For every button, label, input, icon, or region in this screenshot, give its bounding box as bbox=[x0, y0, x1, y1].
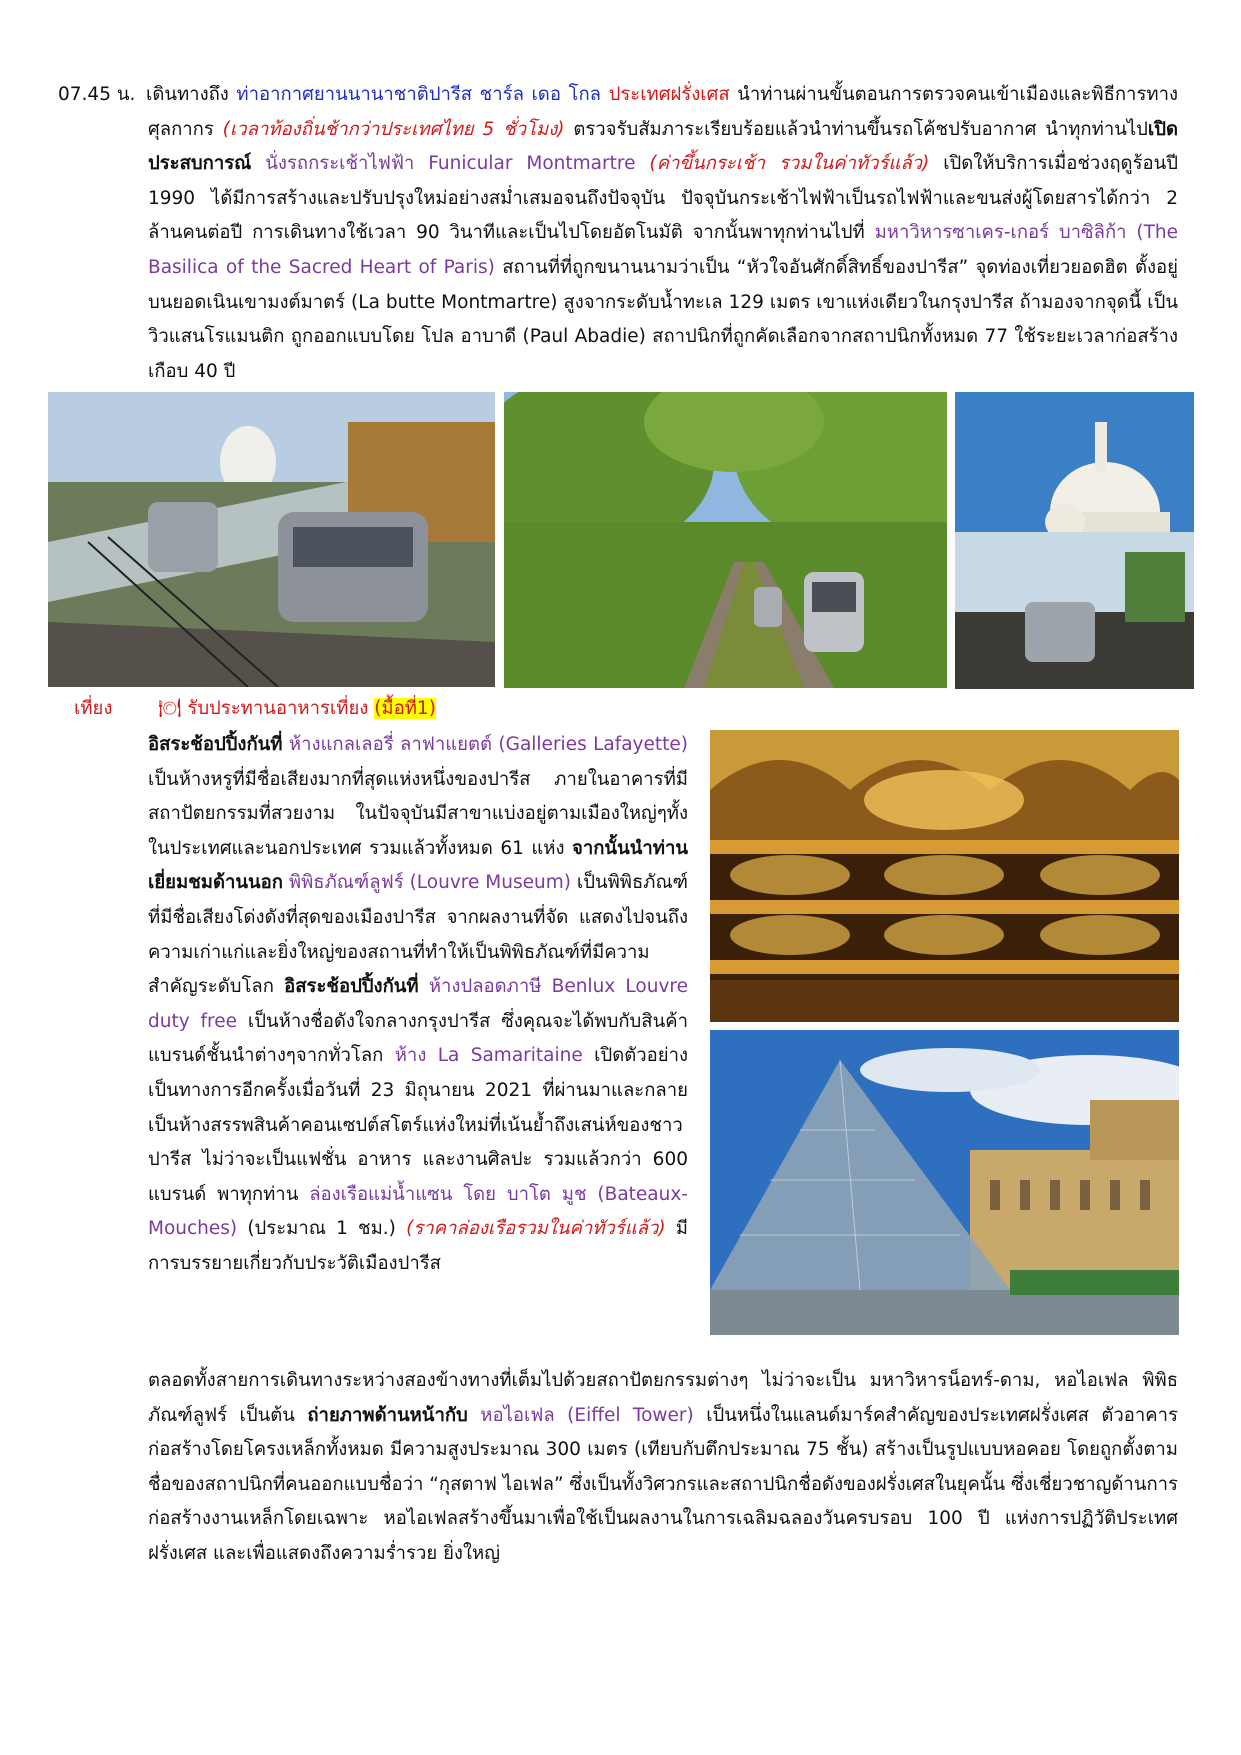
benlux-name: ห้างปลอดภาษี Benlux Louvre duty free bbox=[148, 976, 688, 1032]
text: เป็นห้างชื่อดังใจกลางกรุงปารีส ซึ่งคุณจะได้พบกับสินค้าแบรนด์ชั้นนำต่างๆจากทั่วโลก bbox=[148, 1010, 688, 1067]
plate-icon: 🍽 bbox=[158, 698, 182, 719]
experience-label: เปิดประสบการณ์ bbox=[148, 118, 1179, 175]
text: มีการบรรยายเกี่ยวกับประวัติเมืองปารีส bbox=[148, 1218, 688, 1274]
paragraph-arrival bbox=[148, 78, 1178, 389]
timezone-note: (เวลาท้องถิ่นช้ากว่าประเทศไทย 5 ชั่วโมง) bbox=[222, 118, 565, 140]
text: เปิดตัวอย่างเป็นทางการอีกครั้งเมื่อวันที่ 23 มิถุนายน 2021 ที่ผ่านมาและกลายเป็นห้างสรรพสินค้าคอนเซปต์สโตร์แห่งใหม่ที่เน้นย้ำถึงเสน่ห์ของชาวปารีส ไม่ว่าจะเป็นแฟชั่น อาหาร และงานศิลปะ รวมแล้วกว่า 600 แบรนด์ พาทุกท่าน bbox=[148, 1045, 688, 1205]
paragraph-eiffel bbox=[148, 1364, 1178, 1572]
lunch-time-label: เที่ยง bbox=[74, 698, 113, 719]
funicular-note: (ค่าขึ้นกระเช้า รวมในค่าทัวร์แล้ว) bbox=[649, 153, 930, 175]
eiffel-name: หอไอเฟล (Eiffel Tower) bbox=[467, 1404, 694, 1426]
text: เดินทางถึง bbox=[146, 84, 237, 105]
shop-label: อิสระช้อปปิ้งกันที่ bbox=[284, 976, 419, 998]
text: นำท่านผ่านขั้นตอนการตรวจคนเข้าเมืองและพิธีการทางศุลกากร bbox=[148, 84, 1178, 140]
text: ตรวจรับสัมภาระเรียบร้อยแล้วนำท่านขึ้นรถโค้ชปรับอากาศ นำทุกท่านไป bbox=[564, 118, 1148, 140]
text: เป็นห้างหรูที่มีชื่อเสียงมากที่สุดแห่งหนึ่งของปารีส ภายในอาคารที่มีสถาปัตยกรรมที่สวยงาม ในปัจจุบันมีสาขาแบ่งอยู่ตามเมืองใหญ่ๆทั้งในประเทศและนอกประเทศ รวมแล้วทั้งหมด 61 แห่ง bbox=[148, 768, 688, 859]
louvre-pyramid-photo bbox=[710, 1030, 1179, 1335]
cruise-note: (ราคาล่องเรือรวมในค่าทัวร์แล้ว) bbox=[406, 1218, 666, 1240]
country-name: ประเทศฝรั่งเศส bbox=[608, 84, 730, 105]
basilica-name: มหาวิหารซาเคร-เกอร์ บาซิลิก้า (The Basilica of the Sacred Heart of Paris) bbox=[148, 222, 1178, 278]
time-label: 07.45 น. bbox=[58, 84, 136, 105]
sacre-coeur-photo bbox=[955, 392, 1194, 689]
text: เปิดให้บริการเมื่อช่วงฤดูร้อนปี 1990 ได้มีการสร้างและปรับปรุงใหม่อย่างสม่ำเสมอจนถึงปัจจุบัน ปัจจุบันกระเช้าไฟฟ้าเป็นรถไฟฟ้าและขนส่งผู้โดยสารได้กว่า 2 ล้านคนต่อปี การเดินทางใช้เวลา 90 วินาทีและเป็นไปโดยอัตโนมัติ จากนั้นพาทุกท่านไปที่ bbox=[148, 153, 1179, 244]
lunch-line bbox=[158, 694, 436, 723]
lunch-text: รับประทานอาหารเที่ยง bbox=[181, 698, 375, 719]
shop-label: อิสระช้อปปิ้งกันที่ bbox=[148, 734, 283, 755]
text: ตลอดทั้งสายการเดินทางระหว่างสองข้างทางที่เต็มไปด้วยสถาปัตยกรรมต่างๆ ไม่ว่าจะเป็น มหาวิหารน็อทร์-ดาม, หอไอเฟล พิพิธภัณฑ์ลูฟร์ เป็นต้น bbox=[148, 1370, 1178, 1426]
text: สถานที่ที่ถูกขนานนามว่าเป็น “หัวใจอันศักดิ์สิทธิ์ของปารีส” จุดท่องเที่ยวยอดฮิต ตั้งอยู่บนยอดเนินเขามงต์มาตร์ (La butte Montmartre) สูงจากระดับน้ำทะเล 129 เมตร เขาแห่งเดียวในกรุงปารีส ถ้ามองจากจุดนี้ เป็นวิวแสนโรแมนติก ถูกออกแบบโดย โปล อาบาดี (Paul Abadie) สถาปนิกที่ถูกคัดเลือกจากสถาปนิกทั้งหมด 77 ใช้ระยะเวลาก่อสร้างเกือบ 40 ปี bbox=[148, 256, 1178, 382]
funicular-photo-1 bbox=[48, 392, 495, 687]
lafayette-name: ห้างแกลเลอรี่ ลาฟาแยตต์ (Galleries Lafayette) bbox=[282, 734, 688, 755]
funicular-name: นั่งรถกระเช้าไฟฟ้า Funicular Montmartre bbox=[251, 153, 650, 175]
text: เป็นพิพิธภัณฑ์ที่มีชื่อเสียงโด่งดังที่สุดของเมืองปารีส จากผลงานที่จัด แสดงไปจนถึงความเก่าแก่และยิ่งใหญ่ของสถานที่ทำให้เป็นพิพิธภัณฑ์ที่มีความสำคัญระดับโลก bbox=[148, 872, 688, 998]
louvre-name: พิพิธภัณฑ์ลูฟร์ (Louvre Museum) bbox=[282, 872, 571, 894]
visit-label: จากนั้นนำท่านเยี่ยมชมด้านนอก bbox=[148, 837, 688, 894]
galeries-lafayette-photo bbox=[710, 730, 1179, 1022]
airport-name: ท่าอากาศยานนานาชาติปารีส ชาร์ล เดอ โกล bbox=[236, 84, 601, 105]
photo-label: ถ่ายภาพด้านหน้ากับ bbox=[307, 1404, 468, 1426]
paragraph-shopping bbox=[148, 728, 688, 1282]
text: เป็นหนึ่งในแลนด์มาร์คสำคัญของประเทศฝรั่งเศส ตัวอาคารก่อสร้างโดยโครงเหล็กทั้งหมด มีความสูงประมาณ 300 เมตร (เทียบกับตึกประมาณ 75 ชั้น) สร้างเป็นรูปแบบหอคอย โดยถูกตั้งตามชื่อของสถาปนิกที่คนออกแบบชื่อว่า “กุสตาฟ ไอเฟล” ซึ่งเป็นทั้งวิศวกรและสถาปนิกชื่อดังของฝรั่งเศสในยุคนั้น ซึ่งเชี่ยวชาญด้านการก่อสร้างงานเหล็กโดยเฉพาะ หอไอเฟลสร้างขึ้นมาเพื่อใช้เป็นผลงานในการเฉลิมฉลองวันครบรอบ 100 ปี แห่งการปฏิวัติประเทศฝรั่งเศส และเพื่อแสดงถึงความร่ำรวย ยิ่งใหญ่ bbox=[148, 1404, 1178, 1564]
funicular-photo-2 bbox=[504, 392, 947, 688]
samaritaine-name: ห้าง La Samaritaine bbox=[394, 1045, 583, 1067]
meal-number: (มื้อที่1) bbox=[374, 698, 436, 719]
cruise-name: ล่องเรือแม่น้ำแซน โดย บาโต มูช (Bateaux-Mouches) bbox=[148, 1183, 688, 1240]
text: (ประมาณ 1 ชม.) bbox=[237, 1218, 407, 1240]
